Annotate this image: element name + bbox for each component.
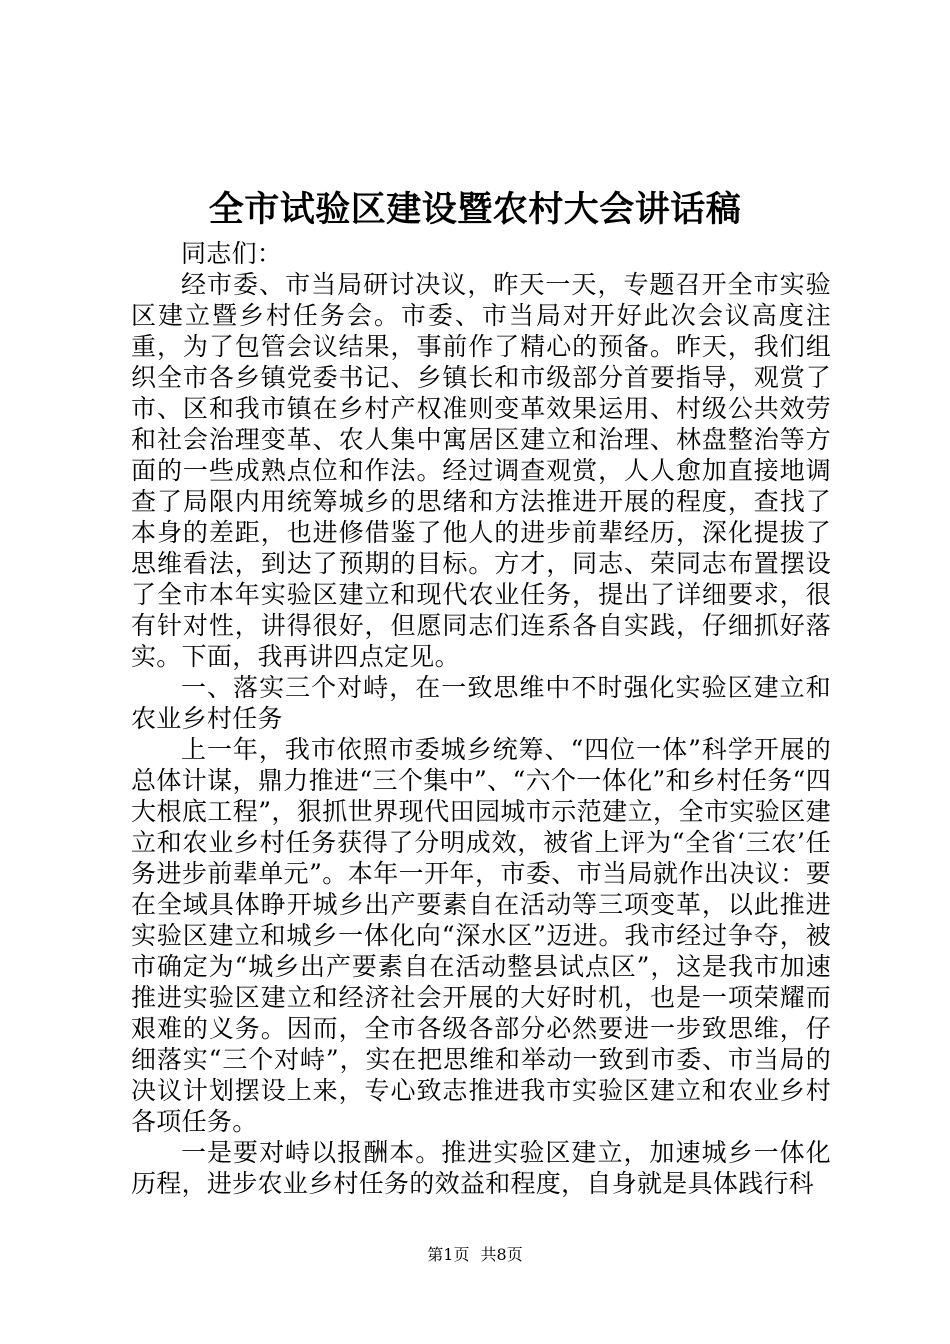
body-paragraph: 上一年，我市依照市委城乡统筹、“四位一体”科学开展的总体计谋，鼎力推进“三个集中”、“六个一体化”和乡村任务“四大根底工程”，狠抓世界现代田园城市示范建立，全市实验区建立和农业乡村任务获得了分明成效，被省上评为“全省‘三农’任务进步前辈单元”。本年一开年，市委、市当局就作出决议：要在全域具体睁开城乡出产要素自在活动等三项变革，以此推进实验区建立和城乡一体化向“深水区”迈进。我市经过争夺，被市确定为“城乡出产要素自在活动整县试点区”，这是我市加速推进实验区建立和经济社会开展的大好时机，也是一项荣耀而艰难的义务。因而，全市各级各部分必然要进一步致思维，仔细落实“三个对峙”，实在把思维和举动一致到市委、市当局的决议计划摆设上来，专心致志推进我市实验区建立和农业乡村各项任务。 [131,735,831,1136]
page-number: 第1页 [427,1245,470,1264]
page-footer [0,1244,950,1266]
section-heading: 一、落实三个对峙，在一致思维中不时强化实验区建立和农业乡村任务 [131,673,831,733]
body-paragraph: 一是要对峙以报酬本。推进实验区建立，加速城乡一体化历程，进步农业乡村任务的效益和程度，自身就是具体践行科 [131,1138,831,1198]
page-total: 共8页 [480,1245,523,1264]
document-body [131,238,831,1199]
body-paragraph: 经市委、市当局研讨决议，昨天一天，专题召开全市实验区建立暨乡村任务会。市委、市当局对开好此次会议高度注重，为了包管会议结果，事前作了精心的预备。昨天，我们组织全市各乡镇党委书记、乡镇长和市级部分首要指导，观赏了市、区和我市镇在乡村产权准则变革效果运用、村级公共效劳和社会治理变革、农人集中寓居区建立和治理、林盘整治等方面的一些成熟点位和作法。经过调查观赏，人人愈加直接地调查了局限内用统筹城乡的思绪和方法推进开展的程度，查找了本身的差距，也进修借鉴了他人的进步前辈经历，深化提拔了思维看法，到达了预期的目标。方才，同志、荣同志布置摆设了全市本年实验区建立和现代农业任务，提出了详细要求，很有针对性，讲得很好，但愿同志们连系各自实践，仔细抓好落实。下面，我再讲四点定见。 [131,270,831,671]
salutation: 同志们： [181,239,283,268]
document-title: 全市试验区建设暨农村大会讲话稿 [208,189,742,230]
